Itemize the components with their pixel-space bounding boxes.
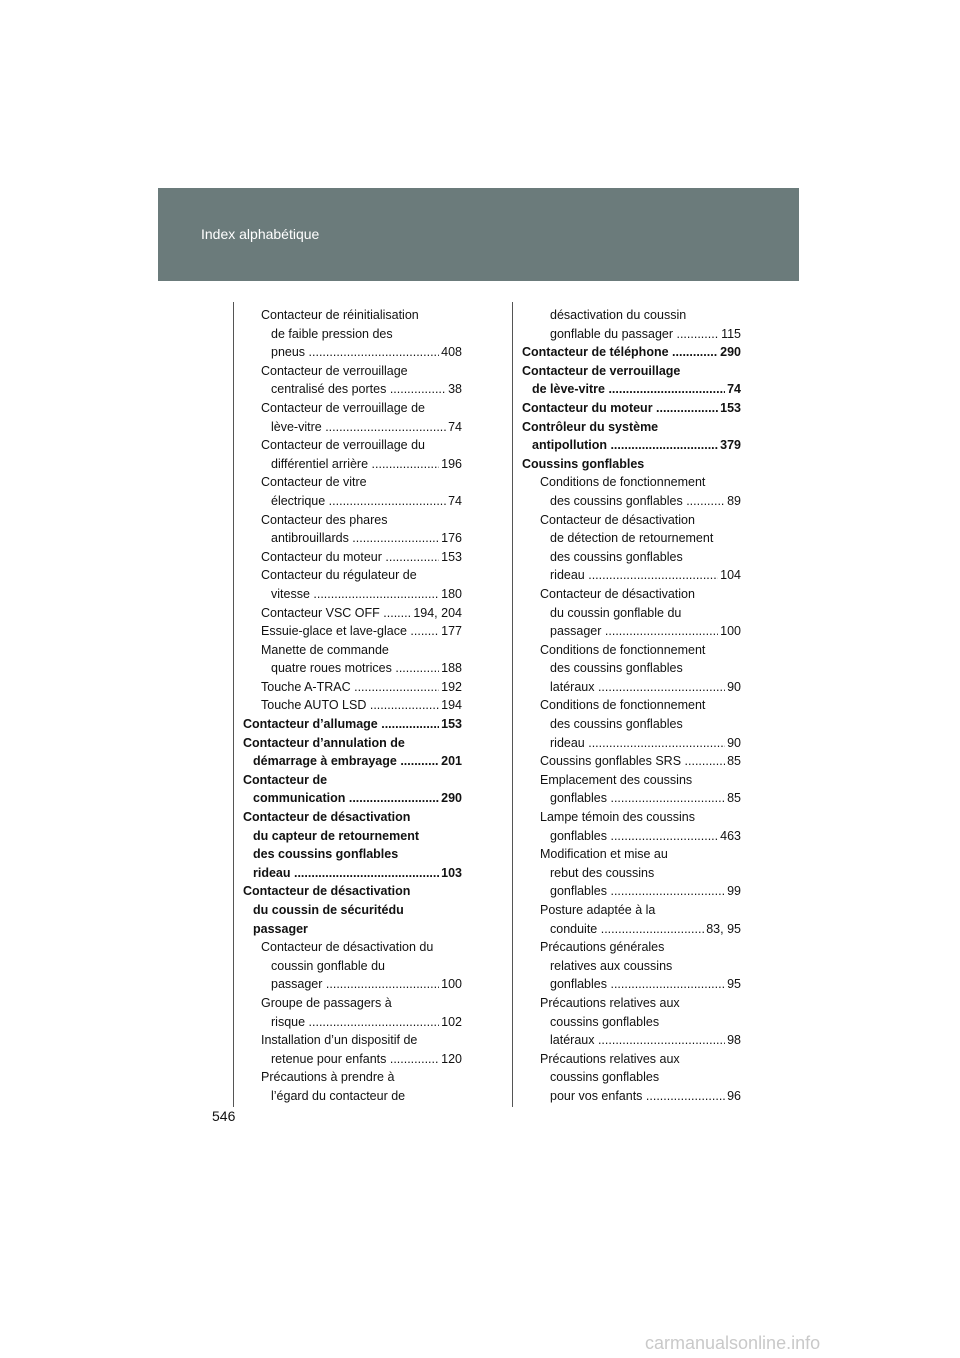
index-entry-page-ref[interactable]: 89 — [725, 492, 741, 511]
index-entry-label: lève-vitre ..... — [271, 420, 462, 434]
index-entry-label: latéraux ..... — [550, 1033, 741, 1047]
index-entry-text — [522, 585, 741, 604]
index-entry-label: Modification et mise au — [540, 847, 668, 862]
index-entry-text — [522, 418, 741, 437]
index-entry-label: Contacteur de désactivation du — [261, 940, 434, 955]
index-entry-page-ref[interactable]: 85 — [725, 789, 741, 808]
index-entry — [243, 492, 462, 511]
index-entry-text — [522, 455, 741, 474]
index-entry-page-ref[interactable]: 99 — [725, 882, 741, 901]
index-entry-label: Contacteur de — [243, 772, 328, 787]
left-column-rule — [233, 302, 234, 1107]
index-entry — [243, 1013, 462, 1032]
index-entry-label: des coussins gonflables — [550, 661, 683, 676]
index-entry-page-ref[interactable]: 188 — [439, 659, 462, 678]
index-entry-text — [243, 306, 462, 325]
index-entry-label: Coussins gonflables SRS ..... — [540, 754, 741, 768]
index-entry-text — [522, 473, 741, 492]
index-entry — [243, 455, 462, 474]
index-entry-label: rideau ..... — [550, 568, 741, 582]
index-entry-label: électrique ..... — [271, 494, 462, 508]
index-entry-label: Précautions générales — [540, 940, 665, 955]
index-entry-label: quatre roues motrices ..... — [271, 661, 462, 675]
index-entry-label: rebut des coussins — [550, 865, 655, 880]
index-column-left — [243, 306, 462, 1106]
index-entry-text — [522, 1013, 741, 1032]
index-entry-page-ref[interactable]: 408 — [439, 343, 462, 362]
index-entry-page-ref[interactable]: 180 — [439, 585, 462, 604]
index-entry-page-ref[interactable]: 463 — [718, 827, 741, 846]
index-entry-text — [522, 659, 741, 678]
index-entry-label: passager ..... — [550, 624, 741, 638]
index-entry-label: antibrouillards ..... — [271, 531, 462, 545]
index-entry-label: Coussins gonflables — [522, 456, 645, 471]
index-entry-page-ref[interactable]: 290 — [439, 789, 462, 808]
index-entry-text — [243, 938, 462, 957]
index-entry-page-ref[interactable]: 90 — [725, 678, 741, 697]
index-entry — [243, 975, 462, 994]
index-entry-text — [243, 845, 462, 864]
index-entry — [243, 604, 462, 623]
index-entry-text — [243, 362, 462, 381]
index-entry-text — [243, 882, 462, 901]
index-entry-page-ref[interactable]: 177 — [439, 622, 462, 641]
index-entry — [243, 1050, 462, 1069]
index-entry-page-ref[interactable]: 90 — [725, 734, 741, 753]
index-entry-page-ref[interactable]: 74 — [446, 492, 462, 511]
index-entry — [243, 789, 462, 808]
index-entry-label: des coussins gonflables ..... — [550, 494, 741, 508]
index-entry-label: passager ..... — [271, 977, 462, 991]
index-entry — [522, 622, 741, 641]
index-entry-label: Posture adaptée à la — [540, 903, 656, 917]
index-entry-label: Contacteur de désactivation — [243, 884, 411, 899]
index-entry-label: Installation d’un dispositif de — [261, 1033, 418, 1048]
index-entry-label: Contacteur de désactivation — [540, 586, 695, 601]
index-entry-text — [243, 920, 462, 939]
index-entry-page-ref[interactable]: 98 — [725, 1031, 741, 1050]
index-entry-label: Contacteur de verrouillage — [522, 363, 681, 378]
index-entry — [522, 492, 741, 511]
index-entry-text — [522, 938, 741, 957]
index-entry — [522, 566, 741, 585]
index-entry-label: relatives aux coussins — [550, 958, 673, 973]
index-entry — [522, 343, 741, 362]
index-entry-text — [243, 1087, 462, 1106]
index-entry-page-ref[interactable]: 290 — [718, 343, 741, 362]
index-entry-label: gonflables ..... — [550, 884, 741, 898]
index-entry — [243, 380, 462, 399]
index-entry-text — [522, 864, 741, 883]
index-entry — [243, 343, 462, 362]
index-entry-label: des coussins gonflables — [550, 717, 683, 732]
index-entry-label: coussin gonflable du — [271, 958, 385, 973]
index-entry-label: retenue pour enfants ..... — [271, 1052, 462, 1066]
index-entry-page-ref[interactable]: 115 — [719, 325, 741, 344]
index-entry-label: Conditions de fonctionnement — [540, 698, 706, 713]
index-entry-text — [243, 1031, 462, 1050]
index-entry-page-ref[interactable]: 194, 204 — [411, 604, 462, 623]
index-entry-label: Conditions de fonctionnement — [540, 642, 706, 657]
index-entry — [522, 325, 741, 344]
index-entry-text — [243, 325, 462, 344]
index-entry-label: Manette de commande — [261, 642, 389, 657]
index-entry-label: de faible pression des — [271, 326, 393, 341]
index-entry-label: rideau ..... — [253, 866, 462, 880]
index-entry — [243, 548, 462, 567]
index-entry-page-ref[interactable]: 85 — [725, 752, 741, 771]
index-entry-page-ref[interactable]: 120 — [439, 1050, 462, 1069]
index-entry-label: de lève-vitre ..... — [532, 382, 741, 396]
index-entry — [522, 436, 741, 455]
index-entry-label: Contacteur de verrouillage de — [261, 400, 425, 415]
watermark-logo: carmanualsonline.info — [645, 1333, 821, 1353]
index-entry-label: Touche A-TRAC ..... — [261, 680, 462, 694]
index-entry-text — [522, 306, 741, 325]
center-column-rule — [512, 302, 513, 1107]
index-entry-text — [243, 511, 462, 530]
index-entry-page-ref[interactable]: 100 — [718, 622, 741, 641]
index-entry-page-ref[interactable]: 153 — [718, 399, 741, 418]
index-entry-text — [522, 511, 741, 530]
index-entry-label: des coussins gonflables — [253, 847, 399, 862]
index-entry-text — [243, 436, 462, 455]
index-entry-label: antipollution ..... — [532, 438, 741, 452]
index-entry-label: Contacteur de verrouillage du — [261, 438, 425, 453]
index-entry-label: Contacteur de désactivation — [243, 810, 411, 825]
index-entry-page-ref[interactable]: 153 — [439, 715, 462, 734]
index-entry — [522, 678, 741, 697]
index-entry-text — [522, 771, 741, 790]
index-entry-page-ref[interactable]: 74 — [446, 418, 462, 437]
index-entry-page-ref[interactable]: 96 — [725, 1087, 741, 1106]
index-entry-label: gonflable du passager ..... — [550, 327, 741, 341]
index-entry — [522, 752, 741, 771]
index-entry — [243, 418, 462, 437]
index-entry-page-ref[interactable]: 196 — [439, 455, 462, 474]
index-entry-text — [243, 1068, 462, 1087]
index-entry-text — [522, 604, 741, 623]
index-entry-label: l’égard du contacteur de — [271, 1088, 406, 1103]
index-entry — [522, 1087, 741, 1106]
index-entry-label: de détection de retournement — [550, 531, 714, 546]
index-entry-page-ref[interactable]: 103 — [439, 864, 462, 883]
section-title: Index alphabétique — [201, 226, 320, 242]
index-entry-text — [522, 994, 741, 1013]
index-entry — [243, 659, 462, 678]
index-entry-label: démarrage à embrayage ..... — [253, 754, 462, 768]
index-entry-page-ref[interactable]: 176 — [439, 529, 462, 548]
index-entry-label: pour vos enfants ..... — [550, 1089, 741, 1103]
index-entry-text — [522, 1050, 741, 1069]
index-entry — [522, 789, 741, 808]
index-entry-label: Contrôleur du système — [522, 419, 659, 434]
index-entry-label: gonflables ..... — [550, 977, 741, 991]
index-entry-label: vitesse ..... — [271, 587, 462, 601]
index-entry — [243, 715, 462, 734]
index-entry — [243, 622, 462, 641]
index-entry — [243, 696, 462, 715]
index-entry-text — [243, 808, 462, 827]
section-header-banner — [158, 188, 799, 281]
index-entry-label: latéraux ..... — [550, 680, 741, 694]
index-entry-label: Contacteur du moteur ..... — [261, 550, 462, 564]
index-entry-label: du coussin gonflable du — [550, 605, 682, 620]
index-entry-text — [522, 548, 741, 567]
index-entry — [522, 920, 741, 939]
index-entry-text — [243, 473, 462, 492]
index-entry — [243, 678, 462, 697]
index-entry-label: gonflables ..... — [550, 829, 741, 843]
index-entry-label: Contacteur des phares — [261, 512, 388, 527]
index-entry-text — [243, 566, 462, 585]
index-entry — [243, 864, 462, 883]
page-number: 546 — [212, 1108, 236, 1124]
index-entry-text — [243, 994, 462, 1013]
index-entry-page-ref[interactable]: 104 — [718, 566, 741, 585]
index-entry-label: Contacteur de désactivation — [540, 512, 695, 527]
index-entry — [522, 1031, 741, 1050]
index-entry-label: pneus ..... — [271, 345, 462, 359]
index-entry-page-ref[interactable]: 95 — [725, 975, 741, 994]
index-entry-label: Conditions de fonctionnement — [540, 475, 706, 490]
index-entry-text — [522, 641, 741, 660]
index-entry-page-ref[interactable]: 38 — [446, 380, 462, 399]
index-entry-label: du capteur de retournement — [253, 828, 419, 843]
index-entry — [243, 529, 462, 548]
index-entry-label: désactivation du coussin — [550, 308, 687, 322]
index-entry-page-ref[interactable]: 102 — [439, 1013, 462, 1032]
index-entry — [522, 827, 741, 846]
index-entry-label: Touche AUTO LSD ..... — [261, 698, 462, 712]
index-entry-text — [243, 901, 462, 920]
index-entry-text — [522, 845, 741, 864]
index-entry-text — [522, 957, 741, 976]
index-entry-label: Contacteur du moteur ..... — [522, 401, 741, 415]
index-entry-text — [522, 1068, 741, 1087]
index-entry-label: centralisé des portes ..... — [271, 382, 462, 396]
index-entry-label: Contacteur de vitre — [261, 475, 367, 490]
index-entry-text — [243, 827, 462, 846]
index-entry — [522, 975, 741, 994]
index-entry-label: Groupe de passagers à — [261, 995, 392, 1010]
index-entry-label: du coussin de sécuritédu — [253, 903, 404, 917]
index-entry-text — [522, 529, 741, 548]
index-entry-page-ref[interactable]: 74 — [725, 380, 741, 399]
index-entry — [522, 734, 741, 753]
index-entry-page-ref[interactable]: 379 — [718, 436, 741, 455]
index-entry-page-ref[interactable]: 194 — [439, 696, 462, 715]
index-entry-label: Contacteur de téléphone ..... — [522, 345, 741, 359]
index-entry-text — [243, 771, 462, 790]
index-entry-page-ref[interactable]: 83, 95 — [704, 920, 741, 939]
index-entry-label: Précautions relatives aux — [540, 1051, 680, 1066]
index-entry-text — [522, 808, 741, 827]
index-entry-label: Contacteur de verrouillage — [261, 363, 408, 378]
index-entry-label: Lampe témoin des coussins — [540, 810, 695, 825]
index-entry-label: rideau ..... — [550, 736, 741, 750]
index-entry-label: Contacteur de réinitialisation — [261, 308, 419, 322]
index-entry-text — [522, 715, 741, 734]
index-entry-label: Contacteur d’allumage ..... — [243, 717, 462, 731]
index-entry-label: coussins gonflables — [550, 1014, 660, 1029]
index-entry — [522, 882, 741, 901]
index-entry-label: Essuie-glace et lave-glace ..... — [261, 624, 462, 638]
index-column-right — [522, 306, 741, 1106]
index-entry-text — [522, 362, 741, 381]
index-entry-text — [522, 901, 741, 920]
index-entry-page-ref[interactable]: 100 — [439, 975, 462, 994]
index-entry-page-ref[interactable]: 201 — [439, 752, 462, 771]
index-entry-label: des coussins gonflables — [550, 549, 683, 564]
index-entry-text — [243, 641, 462, 660]
index-entry-label: Contacteur VSC OFF ..... — [261, 606, 462, 620]
index-entry-text — [243, 734, 462, 753]
index-entry-label: coussins gonflables — [550, 1070, 660, 1085]
index-entry — [522, 380, 741, 399]
index-entry-text — [243, 399, 462, 418]
index-entry — [522, 399, 741, 418]
index-entry-text — [522, 696, 741, 715]
index-entry-page-ref[interactable]: 153 — [439, 548, 462, 567]
index-entry-label: risque ..... — [271, 1015, 462, 1029]
index-entry-label: conduite ..... — [550, 922, 741, 936]
index-entry-label: Contacteur d’annulation de — [243, 735, 405, 750]
index-entry — [243, 585, 462, 604]
index-entry-label: gonflables ..... — [550, 791, 741, 805]
index-entry-label: Précautions relatives aux — [540, 995, 680, 1010]
index-entry — [243, 752, 462, 771]
index-entry-page-ref[interactable]: 192 — [439, 678, 462, 697]
index-entry-label: différentiel arrière ..... — [271, 457, 462, 471]
index-entry-label: communication ..... — [253, 791, 462, 805]
index-entry-label: Emplacement des coussins — [540, 772, 693, 787]
index-entry-label: Précautions à prendre à — [261, 1070, 395, 1085]
index-entry-text — [243, 957, 462, 976]
index-entry-label: passager — [253, 921, 308, 936]
index-entry-label: Contacteur du régulateur de — [261, 568, 417, 583]
